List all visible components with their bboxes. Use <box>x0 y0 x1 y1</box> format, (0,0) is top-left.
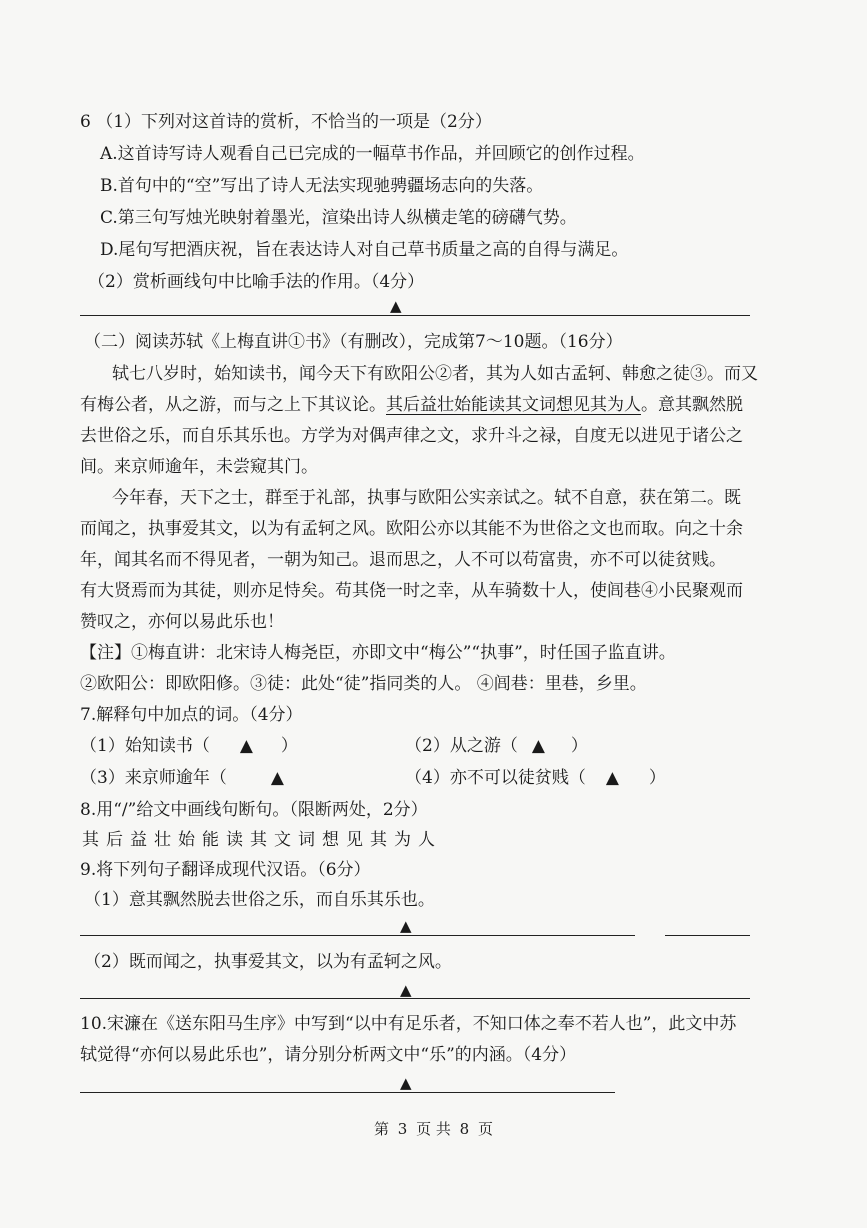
answer-mark: ▲ <box>400 1074 412 1092</box>
q9-item: （1）意其飘然脱去世俗之乐，而自乐其乐也。 <box>84 890 435 910</box>
footer-text: 页 <box>478 1120 494 1138</box>
answer-mark: ▲ <box>400 917 412 935</box>
q7-item: （1）始知读书（ ▲ ） <box>80 736 298 756</box>
answer-line <box>80 315 750 316</box>
passage-line <box>80 393 743 417</box>
passage-line: 有大贤焉而为其徒，则亦足恃矣。苟其侥一时之幸，从车骑数十人，使闾巷④小民聚观而 <box>80 581 743 601</box>
footer-text: 第 <box>373 1120 389 1138</box>
q6-option-d: D.尾句写把酒庆祝，旨在表达诗人对自己草书质量之高的自得与满足。 <box>100 240 629 260</box>
q7-stem: 7.解释句中加点的词。（4分） <box>80 705 303 725</box>
page-footer <box>0 1118 867 1139</box>
answer-mark: ▲ <box>390 297 402 315</box>
note-line: 【注】①梅直讲：北宋诗人梅尧臣，亦即文中“梅公”“执事”，时任国子监直讲。 <box>80 643 676 663</box>
footer-text: 页 共 <box>416 1120 451 1138</box>
page-total: 8 <box>459 1120 470 1138</box>
q6-option-b: B.首句中的“空”写出了诗人无法实现驰骋疆场志向的失落。 <box>100 176 544 196</box>
section-heading: （二）阅读苏轼《上梅直讲①书》（有删改），完成第7～10题。（16分） <box>84 332 623 352</box>
q6-option-c: C.第三句写烛光映射着墨光，渲染出诗人纵横走笔的磅礴气势。 <box>100 208 577 228</box>
q6-option-a: A.这首诗写诗人观看自己已完成的一幅草书作品，并回顾它的创作过程。 <box>100 144 645 164</box>
passage-line: 今年春，天下之士，群至于礼部，执事与欧阳公实亲试之。轼不自意，获在第二。既 <box>112 488 741 508</box>
q10-line: 轼觉得“亦何以易此乐也”，请分别分析两文中“乐”的内涵。（4分） <box>80 1045 577 1065</box>
answer-line <box>80 998 750 999</box>
passage-text: 有梅公者，从之游，而与之上下其议论。 <box>80 395 386 415</box>
q7-item: （4）亦不可以徒贫贱（ ▲ ） <box>405 768 666 788</box>
passage-line: 年，闻其名而不得见者，一朝为知己。退而思之，人不可以苟富贵，亦不可以徒贫贱。 <box>80 550 726 570</box>
answer-mark: ▲ <box>400 981 412 999</box>
q6-part2: （2）赏析画线句中比喻手法的作用。（4分） <box>88 272 425 292</box>
answer-line <box>665 935 750 936</box>
passage-line: 赞叹之，亦何以易此乐也！ <box>80 612 284 632</box>
q9-stem: 9.将下列句子翻译成现代汉语。（6分） <box>80 860 371 880</box>
answer-line <box>80 935 635 936</box>
passage-line: 轼七八岁时，始知读书，闻今天下有欧阳公②者，其为人如古孟轲、韩愈之徒③。而又 <box>112 364 758 384</box>
passage-text: 。意其飘然脱 <box>641 395 743 415</box>
answer-line <box>80 1092 615 1093</box>
passage-line: 间。来京师逾年，未尝窥其门。 <box>80 457 318 477</box>
passage-line: 而闻之，执事爱其文，以为有孟轲之风。欧阳公亦以其能不为世俗之文也而取。向之十余 <box>80 519 743 539</box>
q8-sentence: 其后益壮始能读其文词想见其为人 <box>82 830 442 850</box>
q8-stem: 8.用“/”给文中画线句断句。（限断两处，2分） <box>80 800 428 820</box>
note-line: ②欧阳公：即欧阳修。③徒：此处“徒”指同类的人。 ④闾巷：里巷，乡里。 <box>80 674 647 694</box>
q6-stem: 6 （1）下列对这首诗的赏析，不恰当的一项是（2分） <box>80 112 492 132</box>
passage-line: 去世俗之乐，而自乐其乐也。方学为对偶声律之文，求升斗之禄，自度无以进见于诸公之 <box>80 426 743 446</box>
q7-item: （2）从之游（ ▲ ） <box>405 736 588 756</box>
q10-line: 10.宋濂在《送东阳马生序》中写到“以中有足乐者，不知口体之奉不若人也”，此文中苏 <box>80 1014 737 1034</box>
page-number: 3 <box>397 1120 408 1138</box>
underlined-sentence: 其后益壮始能读其文词想见其为人 <box>386 395 641 415</box>
q7-item: （3）来京师逾年（ ▲ <box>80 768 284 788</box>
q9-item: （2）既而闻之，执事爱其文，以为有孟轲之风。 <box>84 952 452 972</box>
